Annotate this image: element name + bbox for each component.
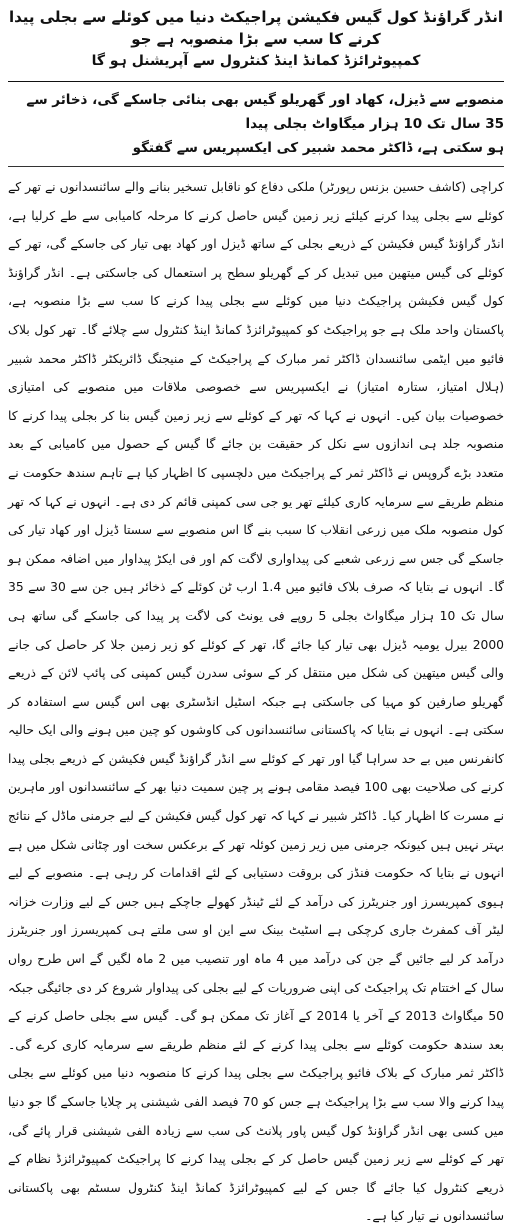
article-paragraph: کراچی (کاشف حسین بزنس رپورٹر) ملکی دفاع کو ناقابل تسخیر بنانے والے سائنسدانوں نے تھر کے کوئلے سے بجلی پیدا کرنے کیلئے زیر زمین گیس حاصل کرنے کا مرحلہ کامیابی سے طے کرلیا ہے، انڈر گراؤنڈ گیس فکیشن کے ذریعے بجلی کے ساتھ ڈیزل اور کھاد بھی تیار کی جاسکے گی، تھر کے کوئلے کی گیس میتھین میں تبدیل کر کے گھریلو سطح پر استعمال کی جاسکتی ہے۔ انڈر گراؤنڈ کول گیس فکیشن پراجیکٹ دنیا میں کوئلے سے بجلی پیدا کرنے کا سب سے بڑا منصوبہ ہے، پاکستان واحد ملک ہے جو پراجیکٹ کو کمپیوٹرائزڈ کمانڈ اینڈ کنٹرول سے چلائے گا۔ تھر کول بلاک فائیو میں ایٹمی سائنسدان ڈاکٹر ثمر مبارک کے پراجیکٹ کے منیجنگ ڈائریکٹر ڈاکٹر محمد شبیر (ہلال امتیاز، ستارہ امتیاز) نے ایکسپریس سے خصوصی ملاقات میں منصوبے کی امتیازی خصوصیات بیان کیں۔ انہوں نے کہا کہ تھر کے کوئلے سے زیر زمین گیس بنا کر بجلی پیدا کرنے کا منصوبہ جلد ہی اندازوں سے نکل کر حقیقت بن جائے گا گیس کے حصول میں کامیابی کے بعد متعدد بڑے گروپس نے ڈاکٹر ثمر کے پراجیکٹ میں دلچسپی کا اظہار کیا ہے تاہم سندھ حکومت نے منظم طریقے سے سرمایہ کاری کیلئے تھر یو جی سی کمپنی قائم کر دی ہے۔ انہوں نے کہا کہ تھر کول منصوبہ ملک میں زرعی انقلاب کا سبب بنے گا اس منصوبے سے سستا ڈیزل اور کھاد تیار کی جاسکے گی جس سے زرعی شعبے کی پیداواری لاگت کم اور فی ایکڑ پیداوار میں اضافہ ممکن ہو گا۔ انہوں نے بتایا کہ صرف بلاک فائیو میں 1.4 ارب ٹن کوئلے کے ذخائر ہیں جن سے 30 سے 35 سال تک 10 ہزار میگاواٹ بجلی 5 روپے فی یونٹ کی لاگت پر پیدا کی جاسکے گی ساتھ ہی 2000 بیرل یومیہ ڈیزل بھی تیار کیا جائے گا، تھر کے کوئلے کو زیر زمین جلا کر حاصل کی جانے والی گیس میتھین کی شکل میں منتقل کر کے سوئی سدرن گیس کمپنی کی پائپ لائن کے ذریعے گھریلو صارفین کو مہیا کی جاسکتی ہے جبکہ اسٹیل انڈسٹری بھی اس گیس سے استفادہ کر سکتی ہے۔ انہوں نے بتایا کہ پاکستانی سائنسدانوں کی کاوشوں کو چین میں ہونے والی ایک حالیہ کانفرنس میں بے حد سراہا گیا اور تھر کے کوئلے سے انڈر گراؤنڈ گیس فکیشن کے ذریعے بجلی پیدا کرنے کی صلاحیت بھی 100 فیصد مقامی ہونے پر چین سمیت دنیا بھر کے سائنسدانوں اور ماہرین نے مسرت کا اظہار کیا۔ ڈاکٹر شبیر نے کہا کہ تھر کول گیس فکیشن کے لیے جرمنی ماڈل کے نتائج بہتر نہیں ہیں کیونکہ جرمنی میں زیر زمین کوئلہ تھر کے برعکس سخت اور چٹانی شکل میں ہے انہوں نے بتایا کہ حکومت فنڈز کی بروقت دستیابی کے لئے اقدامات کر رہی ہے۔ منصوبے کے لیے ہیوی کمپریسرز اور جنریٹرز کی درآمد کے لئے ٹینڈر کھولے جاچکے ہیں جس کے لیے وزارت خزانہ لیٹر آف کمفرٹ جاری کرچکی ہے اسٹیٹ بینک سے این او سی ملتے ہی کمپریسرز اور جنریٹرز درآمد کر لیے جائیں گے جن کی درآمد میں 4 ماہ اور تنصیب میں 2 ماہ لگیں گے اس طرح رواں سال کے اختتام تک پراجیکٹ کی اپنی ضروریات کے لیے بجلی کی پیداوار شروع کر دی جائیگی جبکہ 50 میگاواٹ 2013 کے آخر یا 2014 کے آغاز تک ممکن ہو گی۔ گیس سے بجلی حاصل کرنے کے بعد سندھ حکومت کوئلے سے بجلی پیدا کرنے کے لئے منظم طریقے سے سرمایہ کاری کرے گی۔ ڈاکٹر ثمر مبارک کے بلاک فائیو پراجیکٹ سے بجلی پیدا کرنے کا منصوبہ دنیا میں کوئلے سے بجلی پیدا کرنے والا سب سے بڑا پراجیکٹ ہے جس کو 70 فیصد الفی شیشنی پر چلایا جاسکے گا جو دنیا میں کسی بھی انڈر گراؤنڈ کول گیس پاور پلانٹ کی سب سے زیادہ الفی شیشنی قرار پائے گی، تھر کے کوئلے سے زیر زمین گیس حاصل کر کے بجلی پیدا کرنے کا پراجیکٹ کمپیوٹرائزڈ نظام کے ذریعے کنٹرول کیا جائے گا جس کے لیے کمپیوٹرائزڈ کمانڈ اینڈ کنٹرول سسٹم بھی پاکستانی سائنسدانوں نے تیار کیا ہے۔	[7, 180, 505, 1224]
article-subheadline	[6, 88, 506, 160]
headline-line-1: انڈر گراؤنڈ کول گیس فکیشن پراجیکٹ دنیا میں کوئلے سے بجلی پیدا کرنے کا سب سے بڑا منصوبہ ہے جو	[8, 8, 504, 48]
subhead-line-1: منصوبے سے ڈیزل، کھاد اور گھریلو گیس بھی بنائی جاسکے گی، ذخائر سے 35 سال تک 10 ہزار میگاواٹ بجلی پیدا	[26, 92, 504, 132]
headline-divider	[8, 81, 504, 82]
article-headline	[6, 6, 506, 72]
headline-line-2: کمپیوٹرائزڈ کمانڈ اینڈ کنٹرول سے آپریشنل ہو گا	[91, 53, 421, 69]
article-body	[6, 173, 506, 1231]
subhead-line-2: ہو سکتی ہے، ڈاکٹر محمد شبیر کی ایکسپریس سے گفتگو	[132, 140, 504, 156]
subhead-divider	[8, 166, 504, 167]
